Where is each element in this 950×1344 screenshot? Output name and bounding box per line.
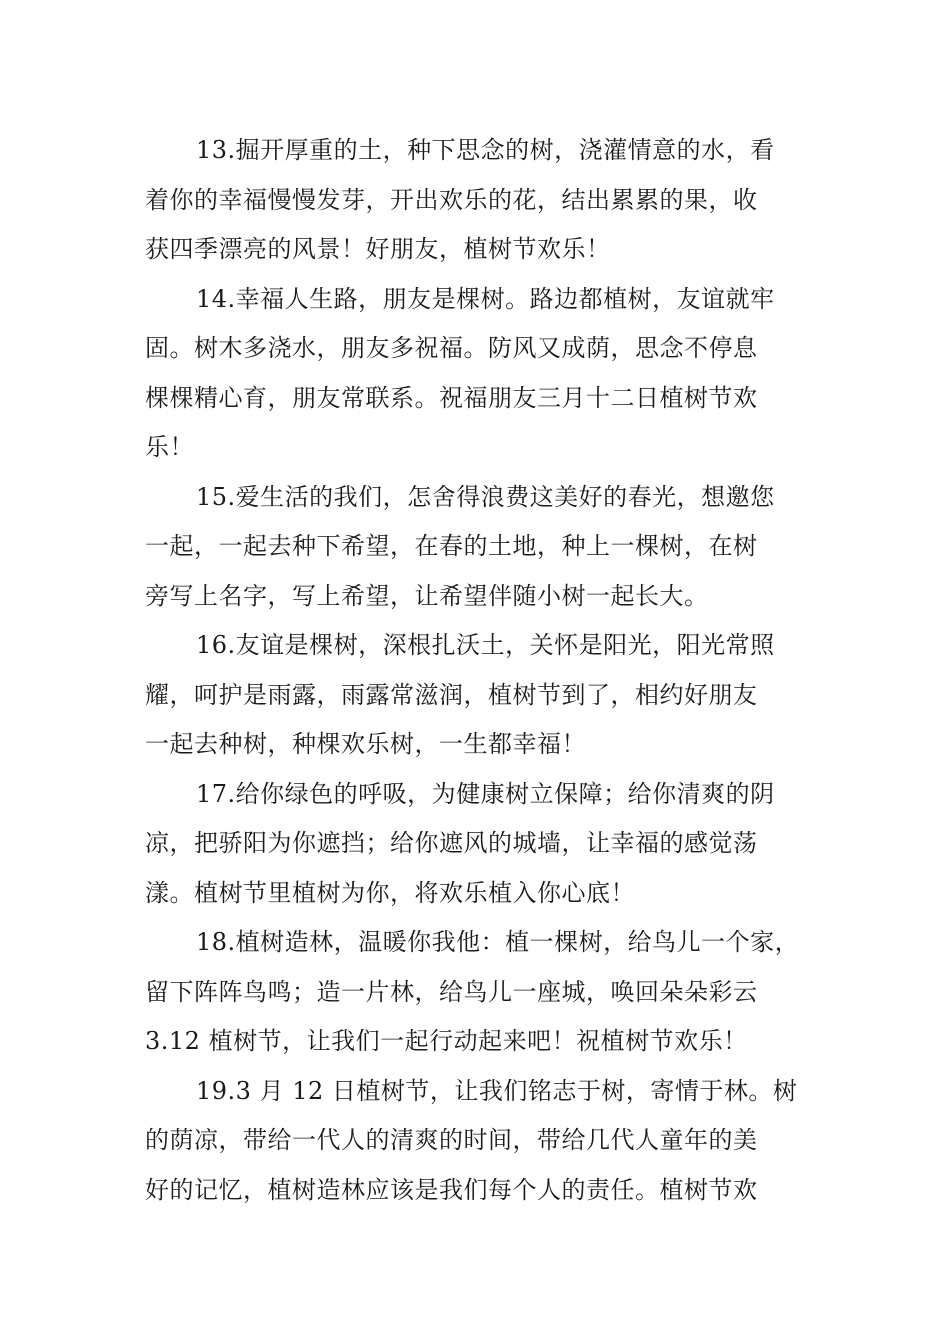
paragraph-line: 3.12 植树节，让我们一起行动起来吧！祝植树节欢乐！ (145, 1027, 748, 1055)
paragraph-line: 留下阵阵鸟鸣；造一片林，给鸟儿一座城，唤回朵朵彩云 (145, 977, 758, 1006)
paragraph-line: 耀，呵护是雨露，雨露常滋润，植树节到了，相约好朋友 (145, 680, 758, 709)
paragraph-17 (145, 770, 813, 919)
paragraph-line: 的荫凉，带给一代人的清爽的时间，带给几代人童年的美 (145, 1126, 758, 1154)
paragraph-line: 13.掘开厚重的土，种下思念的树，浇灌情意的水，看 (196, 136, 775, 164)
paragraph-line: 乐！ (145, 433, 194, 461)
paragraph-line: 一起，一起去种下希望，在春的土地，种上一棵树，在树 (145, 532, 758, 560)
paragraph-line: 19.3 月 12 日植树节，让我们铭志于树，寄情于林。树 (196, 1076, 798, 1105)
paragraph-14 (145, 275, 813, 473)
paragraph-line: 18.植树造林，温暖你我他：植一棵树，给鸟儿一个家， (196, 928, 800, 956)
paragraph-line: 旁写上名字，写上希望，让希望伴随小树一起长大。 (145, 581, 709, 610)
paragraph-16 (145, 621, 813, 770)
paragraph-line: 棵棵精心育，朋友常联系。祝福朋友三月十二日植树节欢 (145, 383, 758, 412)
paragraph-line: 凉，把骄阳为你遮挡；给你遮风的城墙，让幸福的感觉荡 (145, 829, 758, 857)
paragraph-line: 16.友谊是棵树，深根扎沃土，关怀是阳光，阳光常照 (196, 631, 775, 659)
paragraph-line: 固。树木多浇水，朋友多祝福。防风又成荫，思念不停息 (145, 334, 758, 362)
paragraph-18 (145, 918, 813, 1067)
paragraph-15 (145, 473, 813, 622)
paragraph-line: 15.爱生活的我们，怎舍得浪费这美好的春光，想邀您 (196, 482, 775, 511)
paragraph-line: 好的记忆，植树造林应该是我们每个人的责任。植树节欢 (145, 1175, 758, 1204)
paragraph-line: 着你的幸福慢慢发芽，开出欢乐的花，结出累累的果，收 (145, 185, 758, 214)
paragraph-line: 17.给你绿色的呼吸，为健康树立保障；给你清爽的阴 (196, 779, 775, 808)
paragraph-13 (145, 126, 813, 275)
paragraph-line: 14.幸福人生路，朋友是棵树。路边都植树，友谊就牢 (196, 284, 775, 313)
paragraph-line: 漾。植树节里植树为你，将欢乐植入你心底！ (145, 878, 635, 907)
paragraph-19 (145, 1067, 813, 1216)
document-body (145, 126, 813, 1215)
paragraph-line: 一起去种树，种棵欢乐树，一生都幸福！ (145, 730, 586, 758)
paragraph-line: 获四季漂亮的风景！好朋友，植树节欢乐！ (145, 235, 611, 263)
